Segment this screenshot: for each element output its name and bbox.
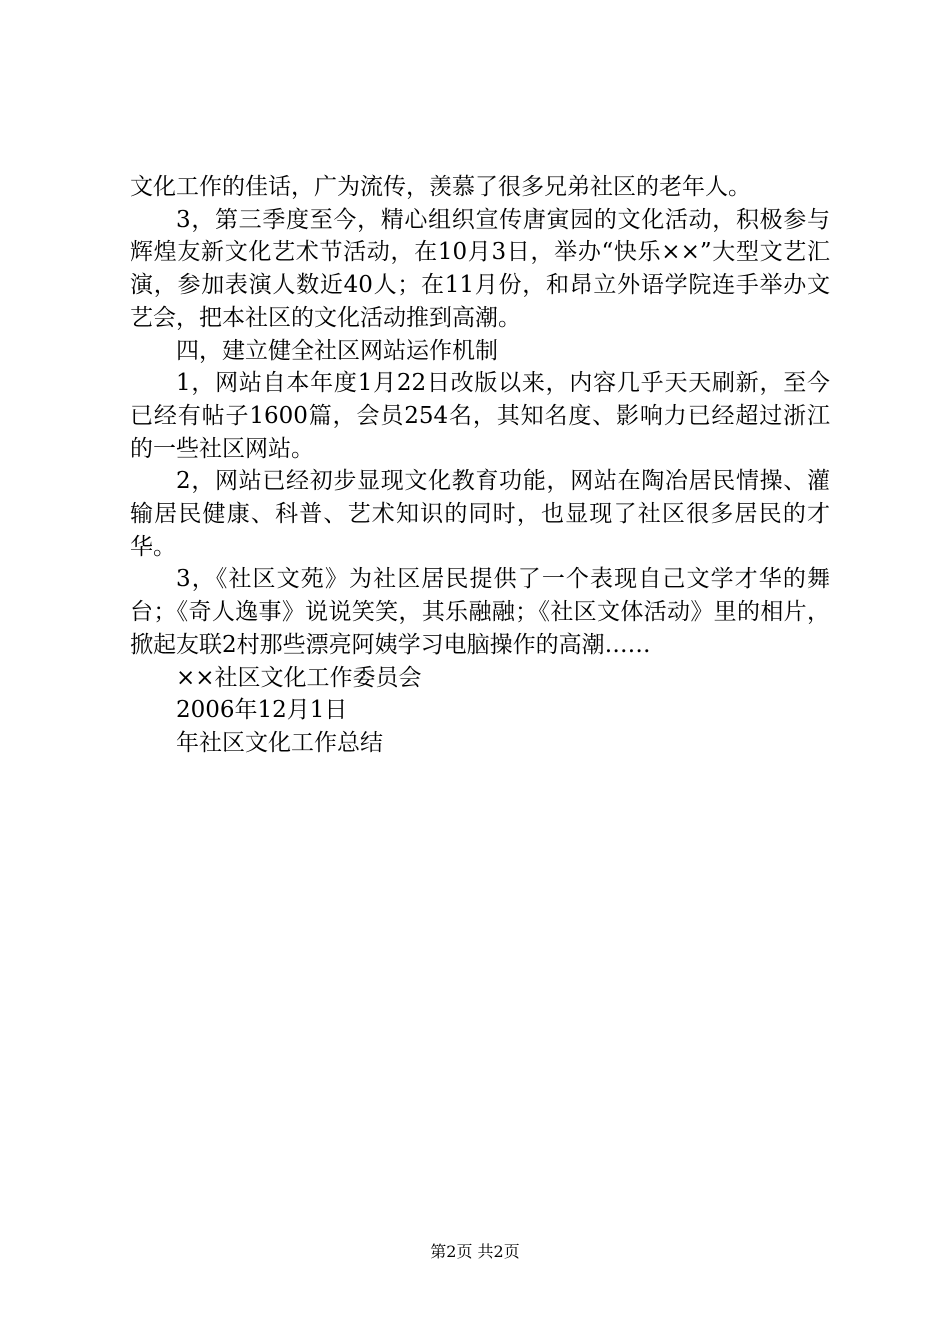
paragraph-1: 文化工作的佳话，广为流传，羡慕了很多兄弟社区的老年人。	[130, 174, 751, 200]
signature-organization: ××社区文化工作委员会	[176, 664, 422, 691]
signature-date: 2006年12月1日	[176, 697, 348, 724]
page-number-label: 第2页 共2页	[430, 1242, 520, 1261]
paragraph-4: 1，网站自本年度1月22日改版以来，内容几乎天天刷新，至今已经有帖子1600篇，会员254名，其知名度、影响力已经超过浙江的一些社区网站。	[130, 370, 830, 462]
paragraph-5: 2，网站已经初步显现文化教育功能，网站在陶冶居民情操、灌输居民健康、科普、艺术知识的同时，也显现了社区很多居民的才华。	[130, 468, 830, 560]
paragraph-6: 3，《社区文苑》为社区居民提供了一个表现自己文学才华的舞台；《奇人逸事》说说笑笑，其乐融融；《社区文体活动》里的相片，掀起友联2村那些漂亮阿姨学习电脑操作的高潮……	[130, 566, 830, 658]
document-title-line: 年社区文化工作总结	[176, 729, 383, 756]
page-footer	[0, 1242, 950, 1262]
section-heading-4: 四，建立健全社区网站运作机制	[176, 337, 498, 364]
document-body	[130, 171, 830, 760]
paragraph-2: 3，第三季度至今，精心组织宣传唐寅园的文化活动，积极参与辉煌友新文化艺术节活动，在10月3日，举办“快乐××”大型文艺汇演，参加表演人数近40人；在11月份，和昂立外语学院连手举办文艺会，把本社区的文化活动推到高潮。	[130, 206, 830, 331]
